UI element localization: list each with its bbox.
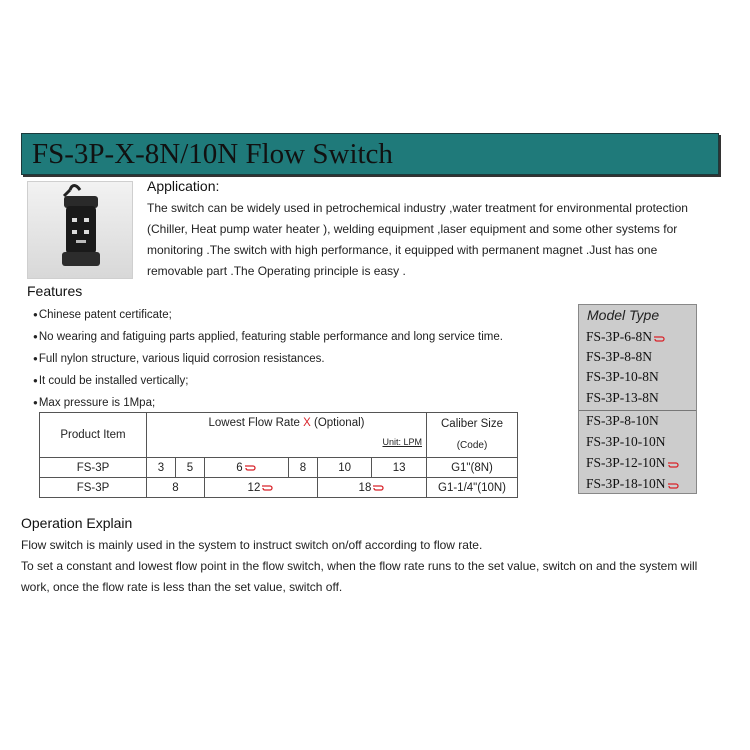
table-cell: 18 xyxy=(317,478,426,498)
table-cell: 8 xyxy=(147,478,205,498)
table-cell: G1"(8N) xyxy=(427,458,518,478)
table-cell: 8 xyxy=(288,458,317,478)
application-line: removable part .The Operating principle is easy . xyxy=(147,264,406,278)
model-item: FS-3P-10-8N xyxy=(586,369,659,384)
table-cell: 12 xyxy=(205,478,318,498)
table-cell: FS-3P xyxy=(40,478,147,498)
pointing-hand-icon xyxy=(372,483,385,491)
operation-line: To set a constant and lowest flow point in the flow switch, when the flow rate runs to the set value, switch on and the system will xyxy=(21,559,698,573)
pointing-hand-icon xyxy=(653,334,666,342)
feature-item: ● Full nylon structure, various liquid corrosion resistances. xyxy=(33,348,503,370)
header-product-item: Product Item xyxy=(40,413,147,458)
table-cell: 13 xyxy=(372,458,427,478)
application-line: (Chiller, Heat pump water heater ), welding equipment ,laser equipment and some other systems for xyxy=(147,222,678,236)
table-cell: G1-1/4"(10N) xyxy=(427,478,518,498)
title-banner xyxy=(21,133,719,175)
model-item: FS-3P-18-10N xyxy=(586,476,680,492)
model-divider xyxy=(579,410,696,411)
table-cell: 10 xyxy=(317,458,371,478)
pointing-hand-icon xyxy=(261,483,274,491)
model-type-title: Model Type xyxy=(587,307,660,323)
feature-item: ● Max pressure is 1Mpa; xyxy=(33,392,503,414)
header-caliber-size: Caliber Size (Code) xyxy=(427,413,518,458)
feature-item: ● Chinese patent certificate; xyxy=(33,304,503,326)
application-text xyxy=(147,198,722,282)
model-item: FS-3P-13-8N xyxy=(586,390,659,405)
pointing-hand-icon xyxy=(244,463,257,471)
unit-label: Unit: LPM xyxy=(382,437,422,447)
header-lowest-flow-rate: Lowest Flow Rate X (Optional) Unit: LPM xyxy=(147,413,427,458)
flow-rate-table xyxy=(39,412,518,498)
pointing-hand-icon xyxy=(667,460,680,468)
feature-item: ● It could be installed vertically; xyxy=(33,370,503,392)
table-cell: FS-3P xyxy=(40,458,147,478)
features-list xyxy=(33,304,503,414)
model-item: FS-3P-8-8N xyxy=(586,349,653,364)
application-line: monitoring .The switch with high performance, it equipped with permanent magnet .Just has one xyxy=(147,243,658,257)
features-heading: Features xyxy=(27,283,83,299)
table-cell: 3 xyxy=(147,458,176,478)
model-item: FS-3P-10-10N xyxy=(586,434,666,449)
optional-x-mark: X xyxy=(303,417,311,429)
application-line: The switch can be widely used in petrochemical industry ,water treatment for environmental protection xyxy=(147,201,688,215)
operation-line: work, once the flow rate is less than the set value, switch off. xyxy=(21,580,343,594)
operation-line: Flow switch is mainly used in the system to instruct switch on/off according to flow rate. xyxy=(21,538,483,552)
application-heading: Application: xyxy=(147,178,220,194)
model-item: FS-3P-12-10N xyxy=(586,455,680,471)
product-photo xyxy=(27,181,133,279)
pointing-hand-icon xyxy=(667,481,680,489)
model-item: FS-3P-6-8N xyxy=(586,329,666,345)
model-type-box xyxy=(578,304,697,494)
operation-text xyxy=(21,535,721,598)
model-item: FS-3P-8-10N xyxy=(586,413,659,428)
page-title: FS-3P-X-8N/10N Flow Switch xyxy=(32,138,393,170)
operation-heading: Operation Explain xyxy=(21,515,133,531)
feature-item: ● No wearing and fatiguing parts applied, featuring stable performance and long service time. xyxy=(33,326,503,348)
table-cell: 6 xyxy=(205,458,289,478)
flow-switch-image xyxy=(28,182,132,278)
table-cell: 5 xyxy=(176,458,205,478)
